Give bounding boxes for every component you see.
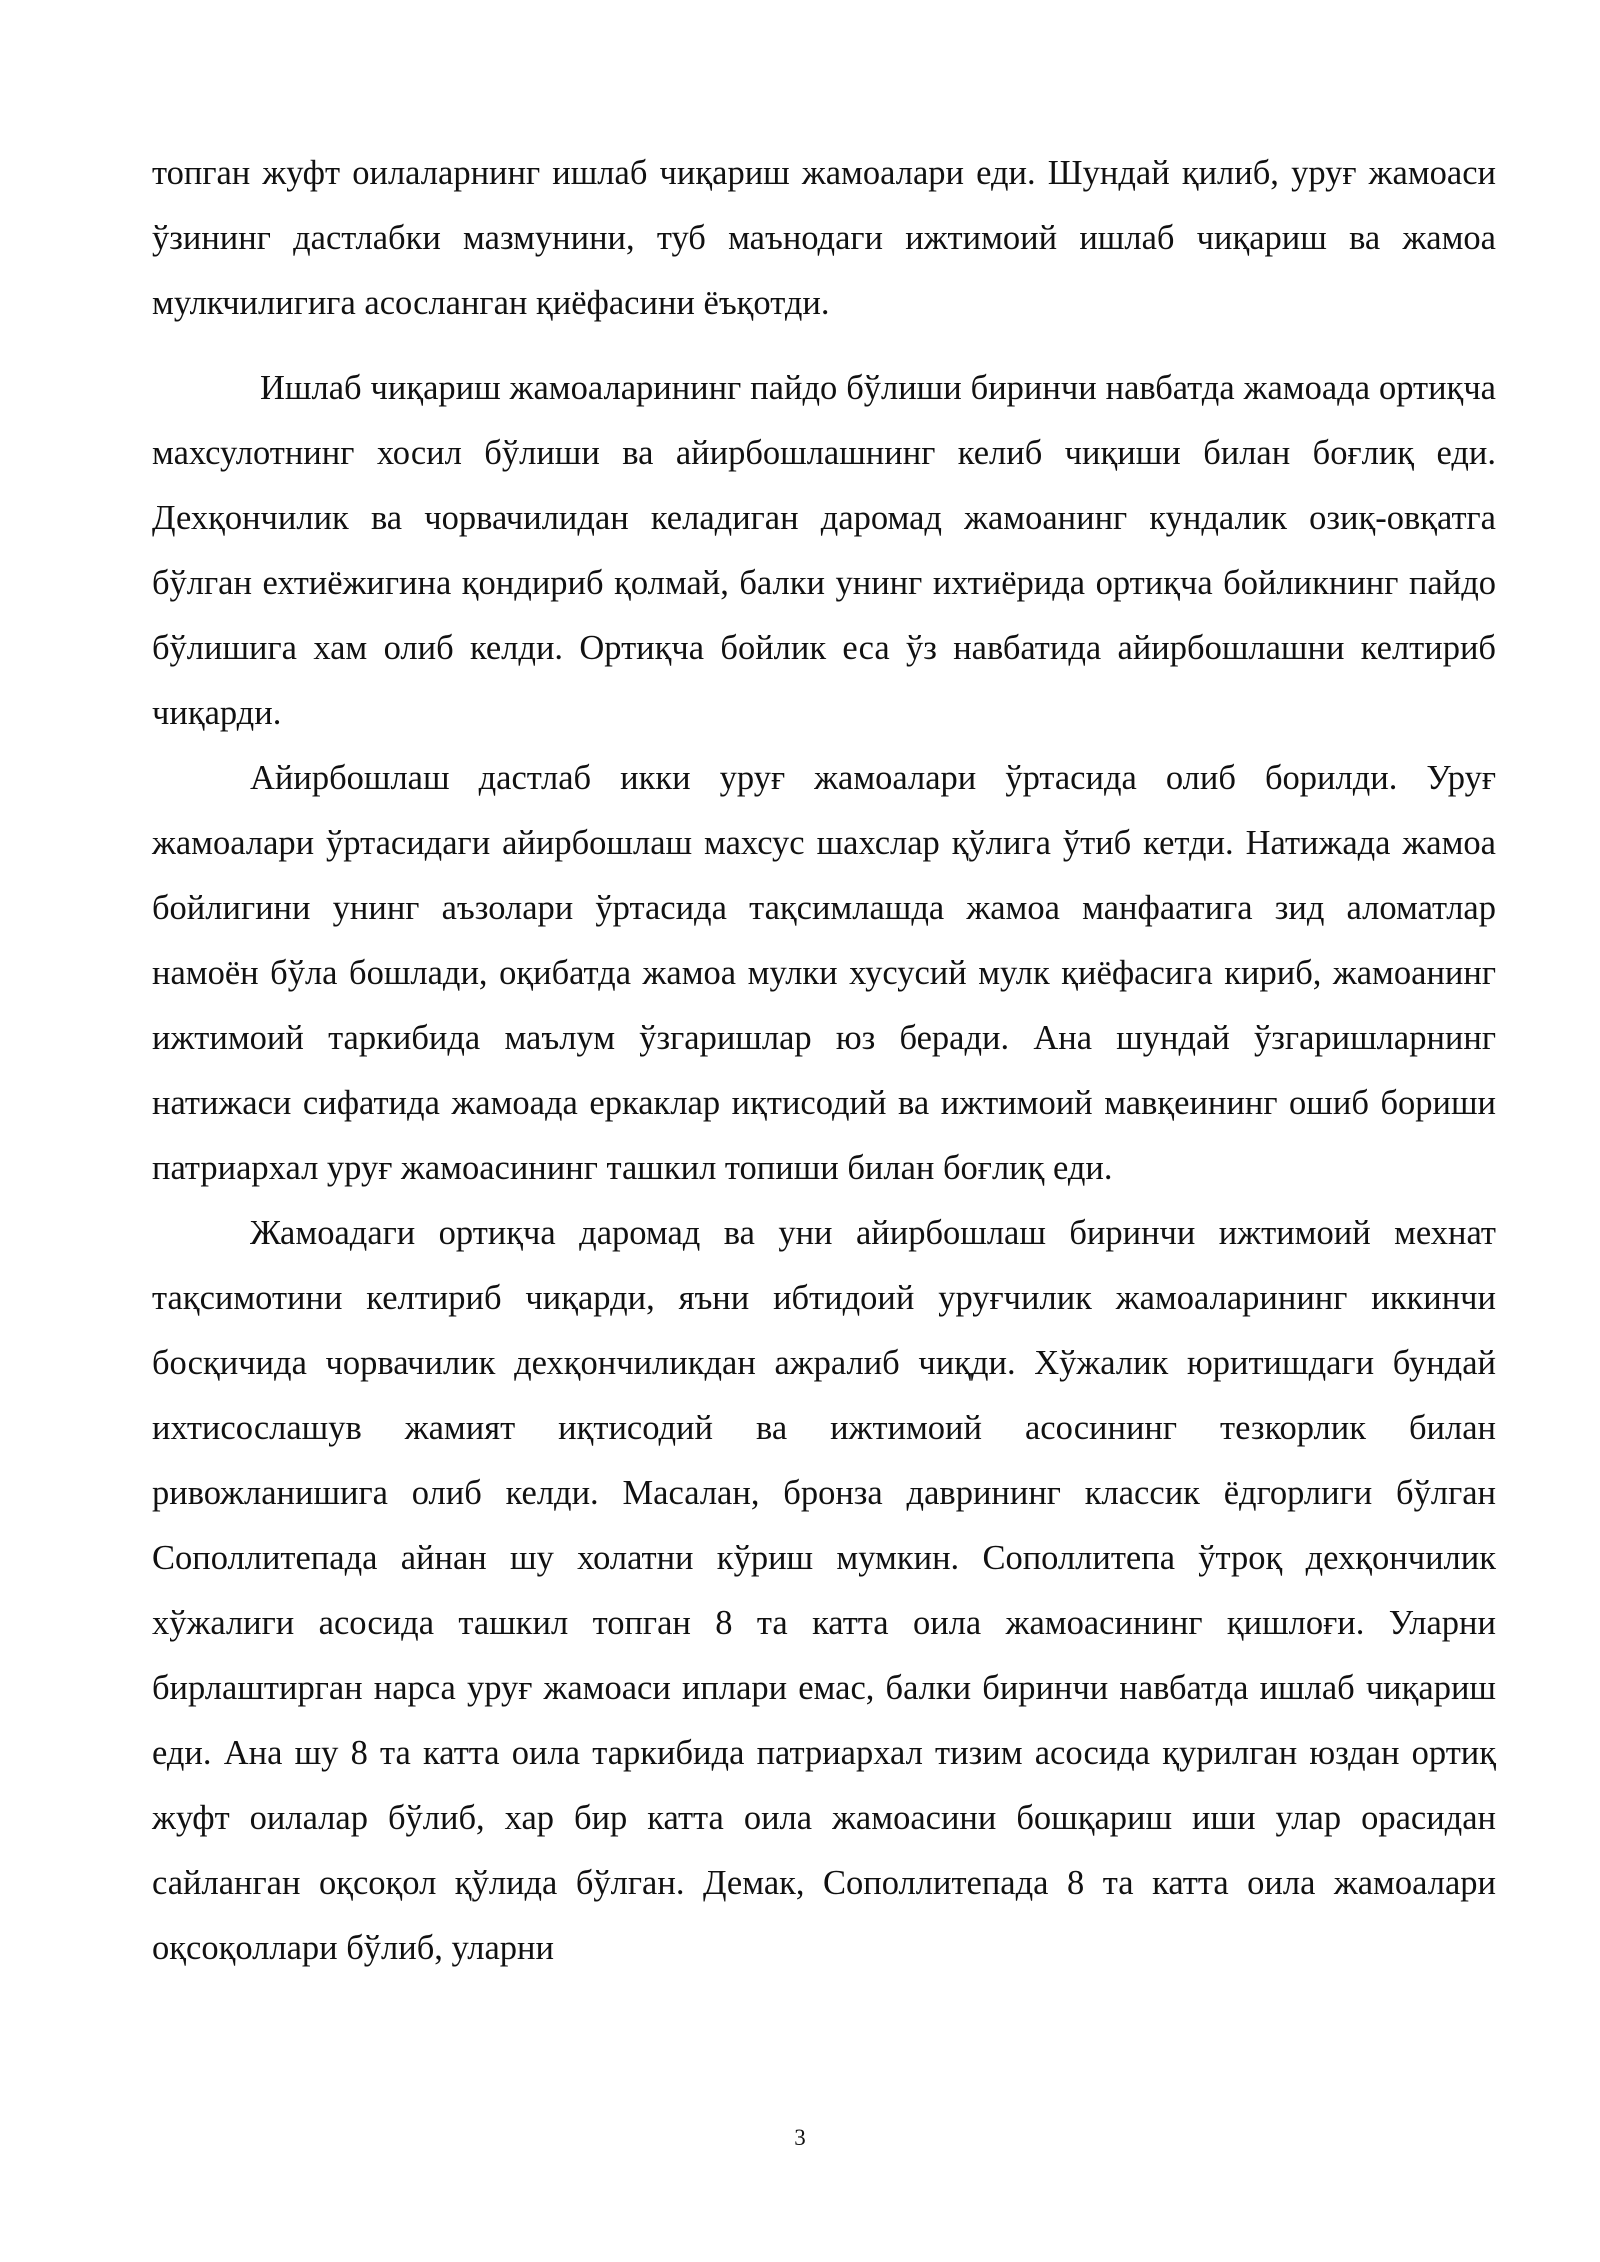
page-body [152,141,1496,1981]
paragraph-1: топган жуфт оилаларнинг ишлаб чиқариш жамоалари еди. Шундай қилиб, уруғ жамоаси ўзининг дастлабки мазмунини, туб маънодаги ижтимоий ишлаб чиқариш ва жамоа мулкчилигига асосланган қиёфасини ёъқотди. [152,154,1496,322]
page-number: 3 [794,2125,806,2150]
paragraph-3: Айирбошлаш дастлаб икки уруғ жамоалари ўртасида олиб борилди. Уруғ жамоалари ўртасидаги айирбошлаш махсус шахслар қўлига ўтиб кетди. Натижада жамоа бойлигини унинг аъзолари ўртасида тақсимлашда жамоа манфаатига зид аломатлар намоён бўла бошлади, оқибатда жамоа мулки хусусий мулк қиёфасига кириб, жамоанинг ижтимоий таркибида маълум ўзгаришлар юз беради. Ана шундай ўзгаришларнинг натижаси сифатида жамоада еркаклар иқтисодий ва ижтимоий мавқеининг ошиб бориши патриархал уруғ жамоасининг ташкил топиши билан боғлиқ еди. [152,759,1496,1187]
paragraph-4: Жамоадаги ортиқча даромад ва уни айирбошлаш биринчи ижтимоий мехнат тақсимотини келтириб чиқарди, яъни ибтидоий уруғчилик жамоаларининг иккинчи босқичида чорвачилик дехқончиликдан ажралиб чиқди. Хўжалик юритишдаги бундай ихтисослашув жамият иқтисодий ва ижтимоий асосининг тезкорлик билан ривожланишига олиб келди. Масалан, бронза даврининг классик ёдгорлиги бўлган Сополлитепада айнан шу холатни кўриш мумкин. Сополлитепа ўтроқ дехқончилик хўжалиги асосида ташкил топган 8 та катта оила жамоасининг қишлоғи. Уларни бирлаштирган нарса уруғ жамоаси иплари емас, балки биринчи навбатда ишлаб чиқариш еди. Ана шу 8 та катта оила таркибида патриархал тизим асосида қурилган юздан ортиқ жуфт оилалар бўлиб, хар бир катта оила жамоасини бошқариш иши улар орасидан сайланган оқсоқол қўлида бўлган. Демак, Сополлитепада 8 та катта оила жамоалари оқсоқоллари бўлиб, уларни [152,1214,1496,1967]
paragraph-2: Ишлаб чиқариш жамоаларининг пайдо бўлиши биринчи навбатда жамоада ортиқча махсулотнинг хосил бўлиши ва айирбошлашнинг келиб чиқиши билан боғлиқ еди. Дехқончилик ва чорвачилидан келадиган даромад жамоанинг кундалик озиқ-овқатга бўлган ехтиёжигина қондириб қолмай, балки унинг ихтиёрида ортиқча бойликнинг пайдо бўлишига хам олиб келди. Ортиқча бойлик еса ўз навбатида айирбошлашни келтириб чиқарди. [152,369,1496,732]
